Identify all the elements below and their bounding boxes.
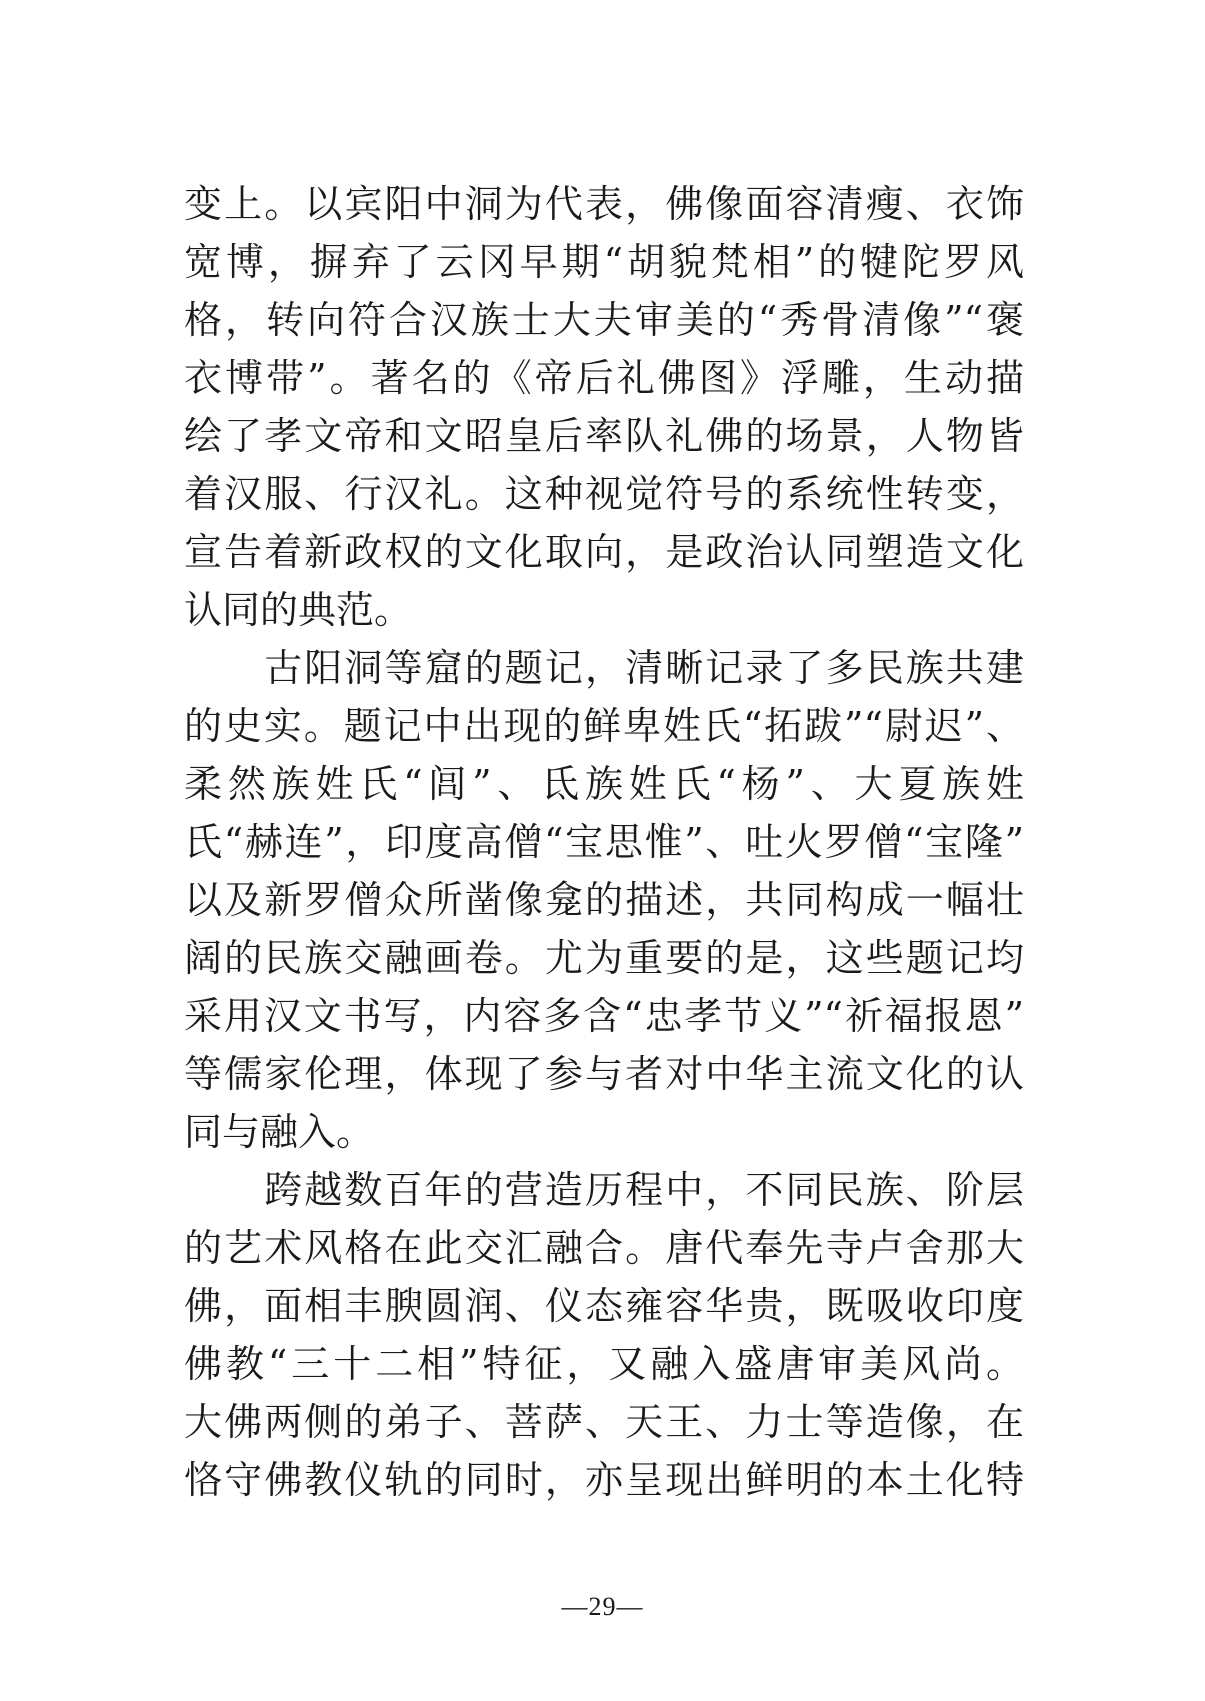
text-line: 以及新罗僧众所凿像龛的描述，共同构成一幅壮 <box>184 878 1024 922</box>
text-line: 变上。以宾阳中洞为代表，佛像面容清瘦、衣饰 <box>184 182 1024 226</box>
text-line: 古阳洞等窟的题记，清晰记录了多民族共建 <box>184 646 1024 690</box>
text-line: 同与融入。 <box>184 1110 375 1154</box>
text-line: 的艺术风格在此交汇融合。唐代奉先寺卢舍那大 <box>184 1226 1024 1270</box>
text-line: 等儒家伦理，体现了参与者对中华主流文化的认 <box>184 1052 1024 1096</box>
text-line: 大佛两侧的弟子、菩萨、天王、力士等造像，在 <box>184 1400 1024 1444</box>
page-number: —29— <box>561 1592 644 1621</box>
text-line: 格，转向符合汉族士大夫审美的“秀骨清像”“褒 <box>184 298 1024 342</box>
text-line: 绘了孝文帝和文昭皇后率队礼佛的场景，人物皆 <box>184 414 1024 458</box>
text-line: 认同的典范。 <box>184 588 413 632</box>
text-line: 佛，面相丰腴圆润、仪态雍容华贵，既吸收印度 <box>184 1284 1024 1328</box>
text-line: 跨越数百年的营造历程中，不同民族、阶层 <box>184 1168 1024 1212</box>
text-line: 的史实。题记中出现的鲜卑姓氏“拓跋”“尉迟”、 <box>184 704 1024 748</box>
text-line: 宣告着新政权的文化取向，是政治认同塑造文化 <box>184 530 1024 574</box>
text-line: 佛教“三十二相”特征，又融入盛唐审美风尚。 <box>184 1342 1024 1386</box>
text-line: 氏“赫连”，印度高僧“宝思惟”、吐火罗僧“宝隆” <box>184 820 1024 864</box>
text-line: 阔的民族交融画卷。尤为重要的是，这些题记均 <box>184 936 1024 980</box>
text-line: 宽博，摒弃了云冈早期“胡貌梵相”的犍陀罗风 <box>184 240 1024 284</box>
text-line: 衣博带”。著名的《帝后礼佛图》浮雕，生动描 <box>184 356 1024 400</box>
body-text <box>184 175 1024 1509</box>
text-line: 柔然族姓氏“闾”、氐族姓氏“杨”、大夏族姓 <box>184 762 1024 806</box>
text-line: 恪守佛教仪轨的同时，亦呈现出鲜明的本土化特 <box>184 1458 1024 1502</box>
text-line: 着汉服、行汉礼。这种视觉符号的系统性转变， <box>184 472 1024 516</box>
text-line: 采用汉文书写，内容多含“忠孝节义”“祈福报恩” <box>184 994 1024 1038</box>
